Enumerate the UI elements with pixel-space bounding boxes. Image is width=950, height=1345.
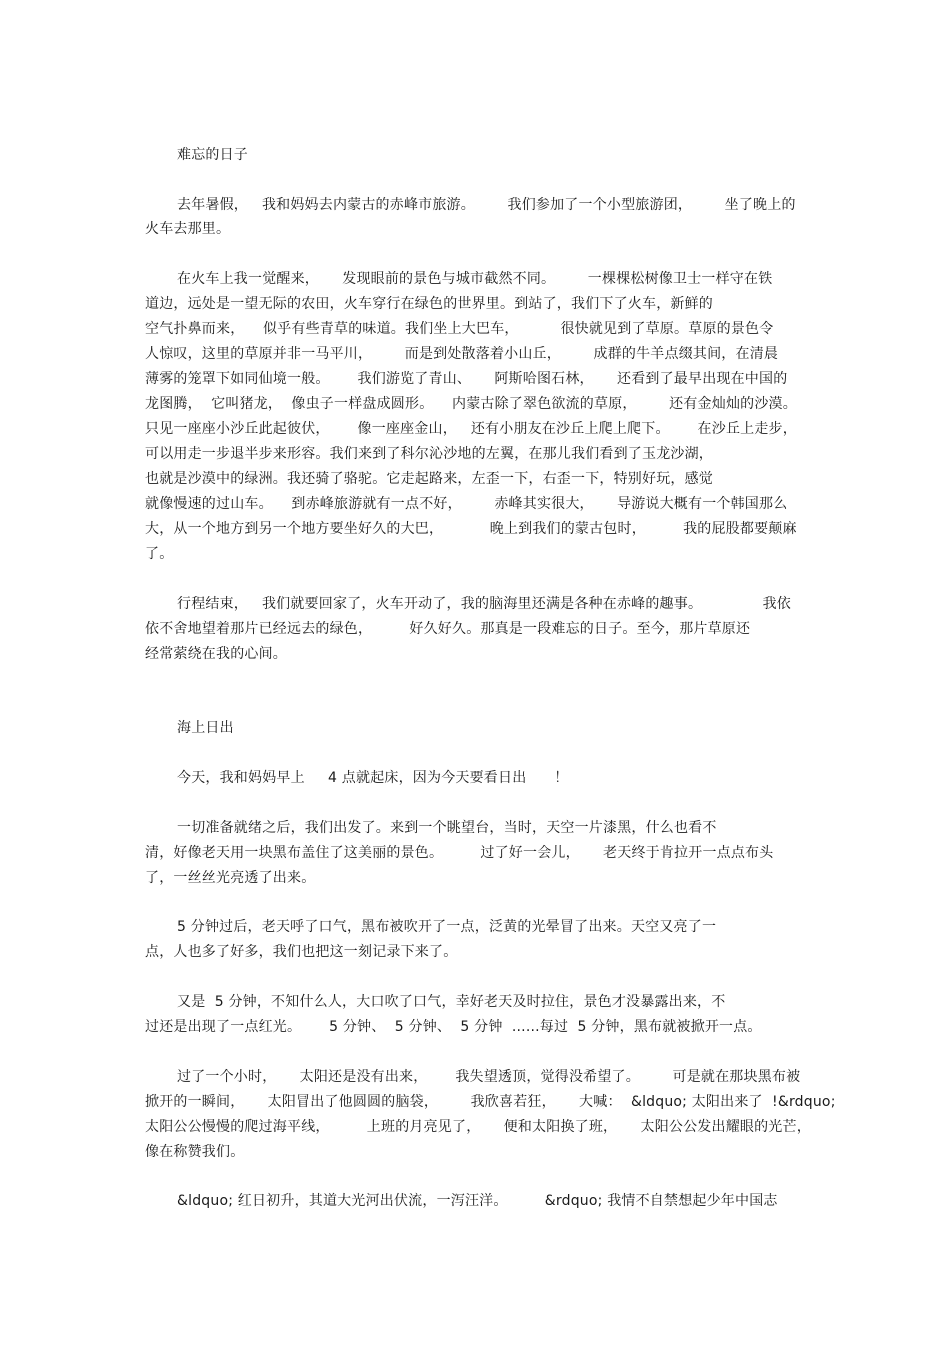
text-line: 又是 5 分钟，不知什么人，大口吹了口气，幸好老天及时拉住，景色才没暴露出来，不 [177,994,726,1010]
text-line: 龙图腾， 它叫猪龙， 像虫子一样盘成圆形。 内蒙古除了翠色欲流的草原， 还有金灿灿的沙漠。 [145,396,797,412]
text-line: 5 分钟过后，老天呼了口气，黑布被吹开了一点，泛黄的光晕冒了出来。天空又亮了一 [177,919,717,935]
text-line: &ldquo; 红日初升，其道大光河出伏流，一泻汪洋。 &rdquo; 我情不自禁想起少年中国志 [177,1193,778,1209]
text-line: 了。 [145,546,174,562]
essay-title: 海上日出 [177,720,234,736]
text-line: 过了一个小时， 太阳还是没有出来， 我失望透顶，觉得没希望了。 可是就在那块黑布被 [177,1069,801,1085]
text-line: 依不舍地望着那片已经远去的绿色， 好久好久。那真是一段难忘的日子。至今，那片草原还 [145,621,751,637]
text-line: 只见一座座小沙丘此起彼伏， 像一座座金山， 还有小朋友在沙丘上爬上爬下。 在沙丘上走步， [145,421,797,437]
text-line: 过还是出现了一点红光。 5 分钟、 5 分钟、 5 分钟 ......每过 5 分钟，黑布就被掀开一点。 [145,1019,762,1035]
text-line: 大，从一个地方到另一个地方要坐好久的大巴， 晚上到我们的蒙古包时， 我的屁股都要颠麻 [145,521,797,537]
text-line: 去年暑假， 我和妈妈去内蒙古的赤峰市旅游。 我们参加了一个小型旅游团， 坐了晚上的 [177,197,796,213]
text-line: 道边，远处是一望无际的农田，火车穿行在绿色的世界里。到站了，我们下了火车，新鲜的 [145,296,713,312]
text-line: 像在称赞我们。 [145,1144,245,1160]
text-line: 在火车上我一觉醒来， 发现眼前的景色与城市截然不同。 一棵棵松树像卫士一样守在铁 [177,271,773,287]
text-line: 清，好像老天用一块黑布盖住了这美丽的景色。 过了好一会儿， 老天终于肯拉开一点点布头 [145,845,774,861]
text-line: 经常萦绕在我的心间。 [145,646,287,662]
text-line: 今天，我和妈妈早上 4 点就起床，因为今天要看日出 ！ [177,770,569,786]
text-line: 点，人也多了好多，我们也把这一刻记录下来了。 [145,944,458,960]
text-line: 一切准备就绪之后，我们出发了。来到一个眺望台，当时，天空一片漆黑，什么也看不 [177,820,717,836]
text-line: 人惊叹，这里的草原并非一马平川， 而是到处散落着小山丘， 成群的牛羊点缀其间，在清晨 [145,346,779,362]
text-line: 太阳公公慢慢的爬过海平线， 上班的月亮见了， 便和太阳换了班， 太阳公公发出耀眼的光芒， [145,1119,811,1135]
text-line: 掀开的一瞬间， 太阳冒出了他圆圆的脑袋， 我欣喜若狂， 大喊： &ldquo; 太阳出来了 !&rdquo; [145,1094,836,1110]
text-line: 薄雾的笼罩下如同仙境一般。 我们游览了青山、 阿斯哈图石林， 还看到了最早出现在中国的 [145,371,788,387]
text-line: 了，一丝丝光亮透了出来。 [145,870,316,886]
text-line: 火车去那里。 [145,221,231,237]
essay-title: 难忘的日子 [177,147,248,163]
text-line: 行程结束， 我们就要回家了，火车开动了，我的脑海里还满是各种在赤峰的趣事。 我依 [177,596,792,612]
text-line: 空气扑鼻而来， 似乎有些青草的味道。我们坐上大巴车， 很快就见到了草原。草原的景色令 [145,321,774,337]
text-line: 就像慢速的过山车。 到赤峰旅游就有一点不好， 赤峰其实很大， 导游说大概有一个韩国那么 [145,496,788,512]
text-line: 也就是沙漠中的绿洲。我还骑了骆驼。它走起路来，左歪一下，右歪一下，特别好玩，感觉 [145,471,713,487]
text-line: 可以用走一步退半步来形容。我们来到了科尔沁沙地的左翼，在那儿我们看到了玉龙沙湖， [145,446,713,462]
